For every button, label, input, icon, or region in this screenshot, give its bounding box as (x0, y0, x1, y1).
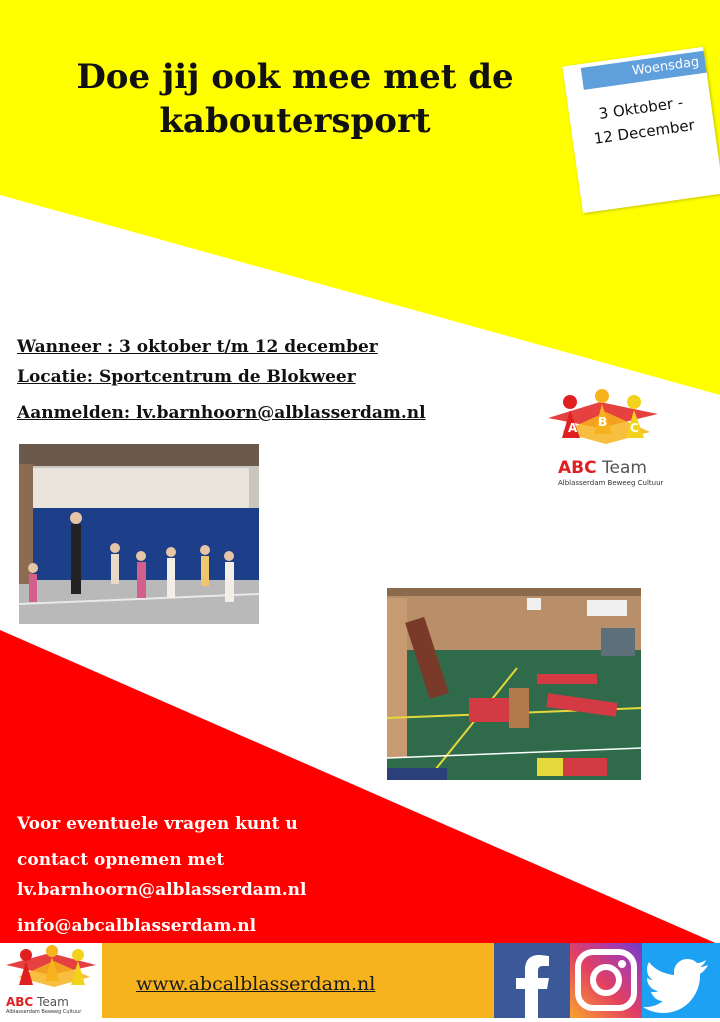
facebook-icon (494, 943, 570, 1018)
info-signup[interactable]: Aanmelden: lv.barnhoorn@alblasserdam.nl (17, 403, 426, 423)
info-when: Wanneer : 3 oktober t/m 12 december (17, 337, 378, 357)
date-card (562, 47, 720, 213)
contact-intro-2: contact opnemen met (17, 850, 225, 870)
facebook-button[interactable] (494, 943, 570, 1018)
logo-name: ABC Team (558, 458, 647, 478)
contact-email-2[interactable]: info@abcalblasserdam.nl (17, 916, 257, 936)
instagram-icon (570, 943, 642, 1018)
website-link[interactable]: www.abcalblasserdam.nl (136, 973, 376, 995)
contact-email-1[interactable]: lv.barnhoorn@alblasserdam.nl (17, 880, 307, 900)
logo-letter-b: B (598, 415, 608, 429)
date-range-start: 3 Oktober - (597, 93, 685, 123)
logo-subtitle: Alblasserdam Beweeg Cultuur (558, 479, 664, 487)
twitter-button[interactable] (642, 943, 720, 1018)
gym-photo-children-exercising (19, 444, 259, 624)
title-line-1: Doe jij ook mee met de (76, 57, 514, 97)
title-line-2: kaboutersport (159, 101, 431, 141)
info-location: Locatie: Sportcentrum de Blokweer (17, 367, 356, 387)
date-range (574, 87, 711, 153)
twitter-icon (642, 943, 720, 1018)
logo-letter-c: C (630, 421, 639, 435)
date-range-end: 12 December (592, 115, 696, 148)
instagram-button[interactable] (570, 943, 642, 1018)
contact-intro-1: Voor eventuele vragen kunt u (17, 814, 298, 834)
footer-website-bar (102, 943, 494, 1018)
abc-figures-icon (540, 388, 662, 460)
logo-letter-a: A (568, 421, 578, 435)
footer-logo-subtitle: Alblasserdam Beweeg Cultuur (6, 1009, 82, 1015)
gym-photo-obstacle-course (387, 588, 641, 780)
footer-abc-logo (0, 943, 102, 1018)
page-title (30, 55, 560, 143)
footer-logo-name: ABC Team (6, 995, 69, 1009)
date-day-banner: Woensdag (581, 51, 707, 90)
abc-team-logo (540, 388, 662, 488)
footer-abc-figures-icon (0, 943, 102, 999)
